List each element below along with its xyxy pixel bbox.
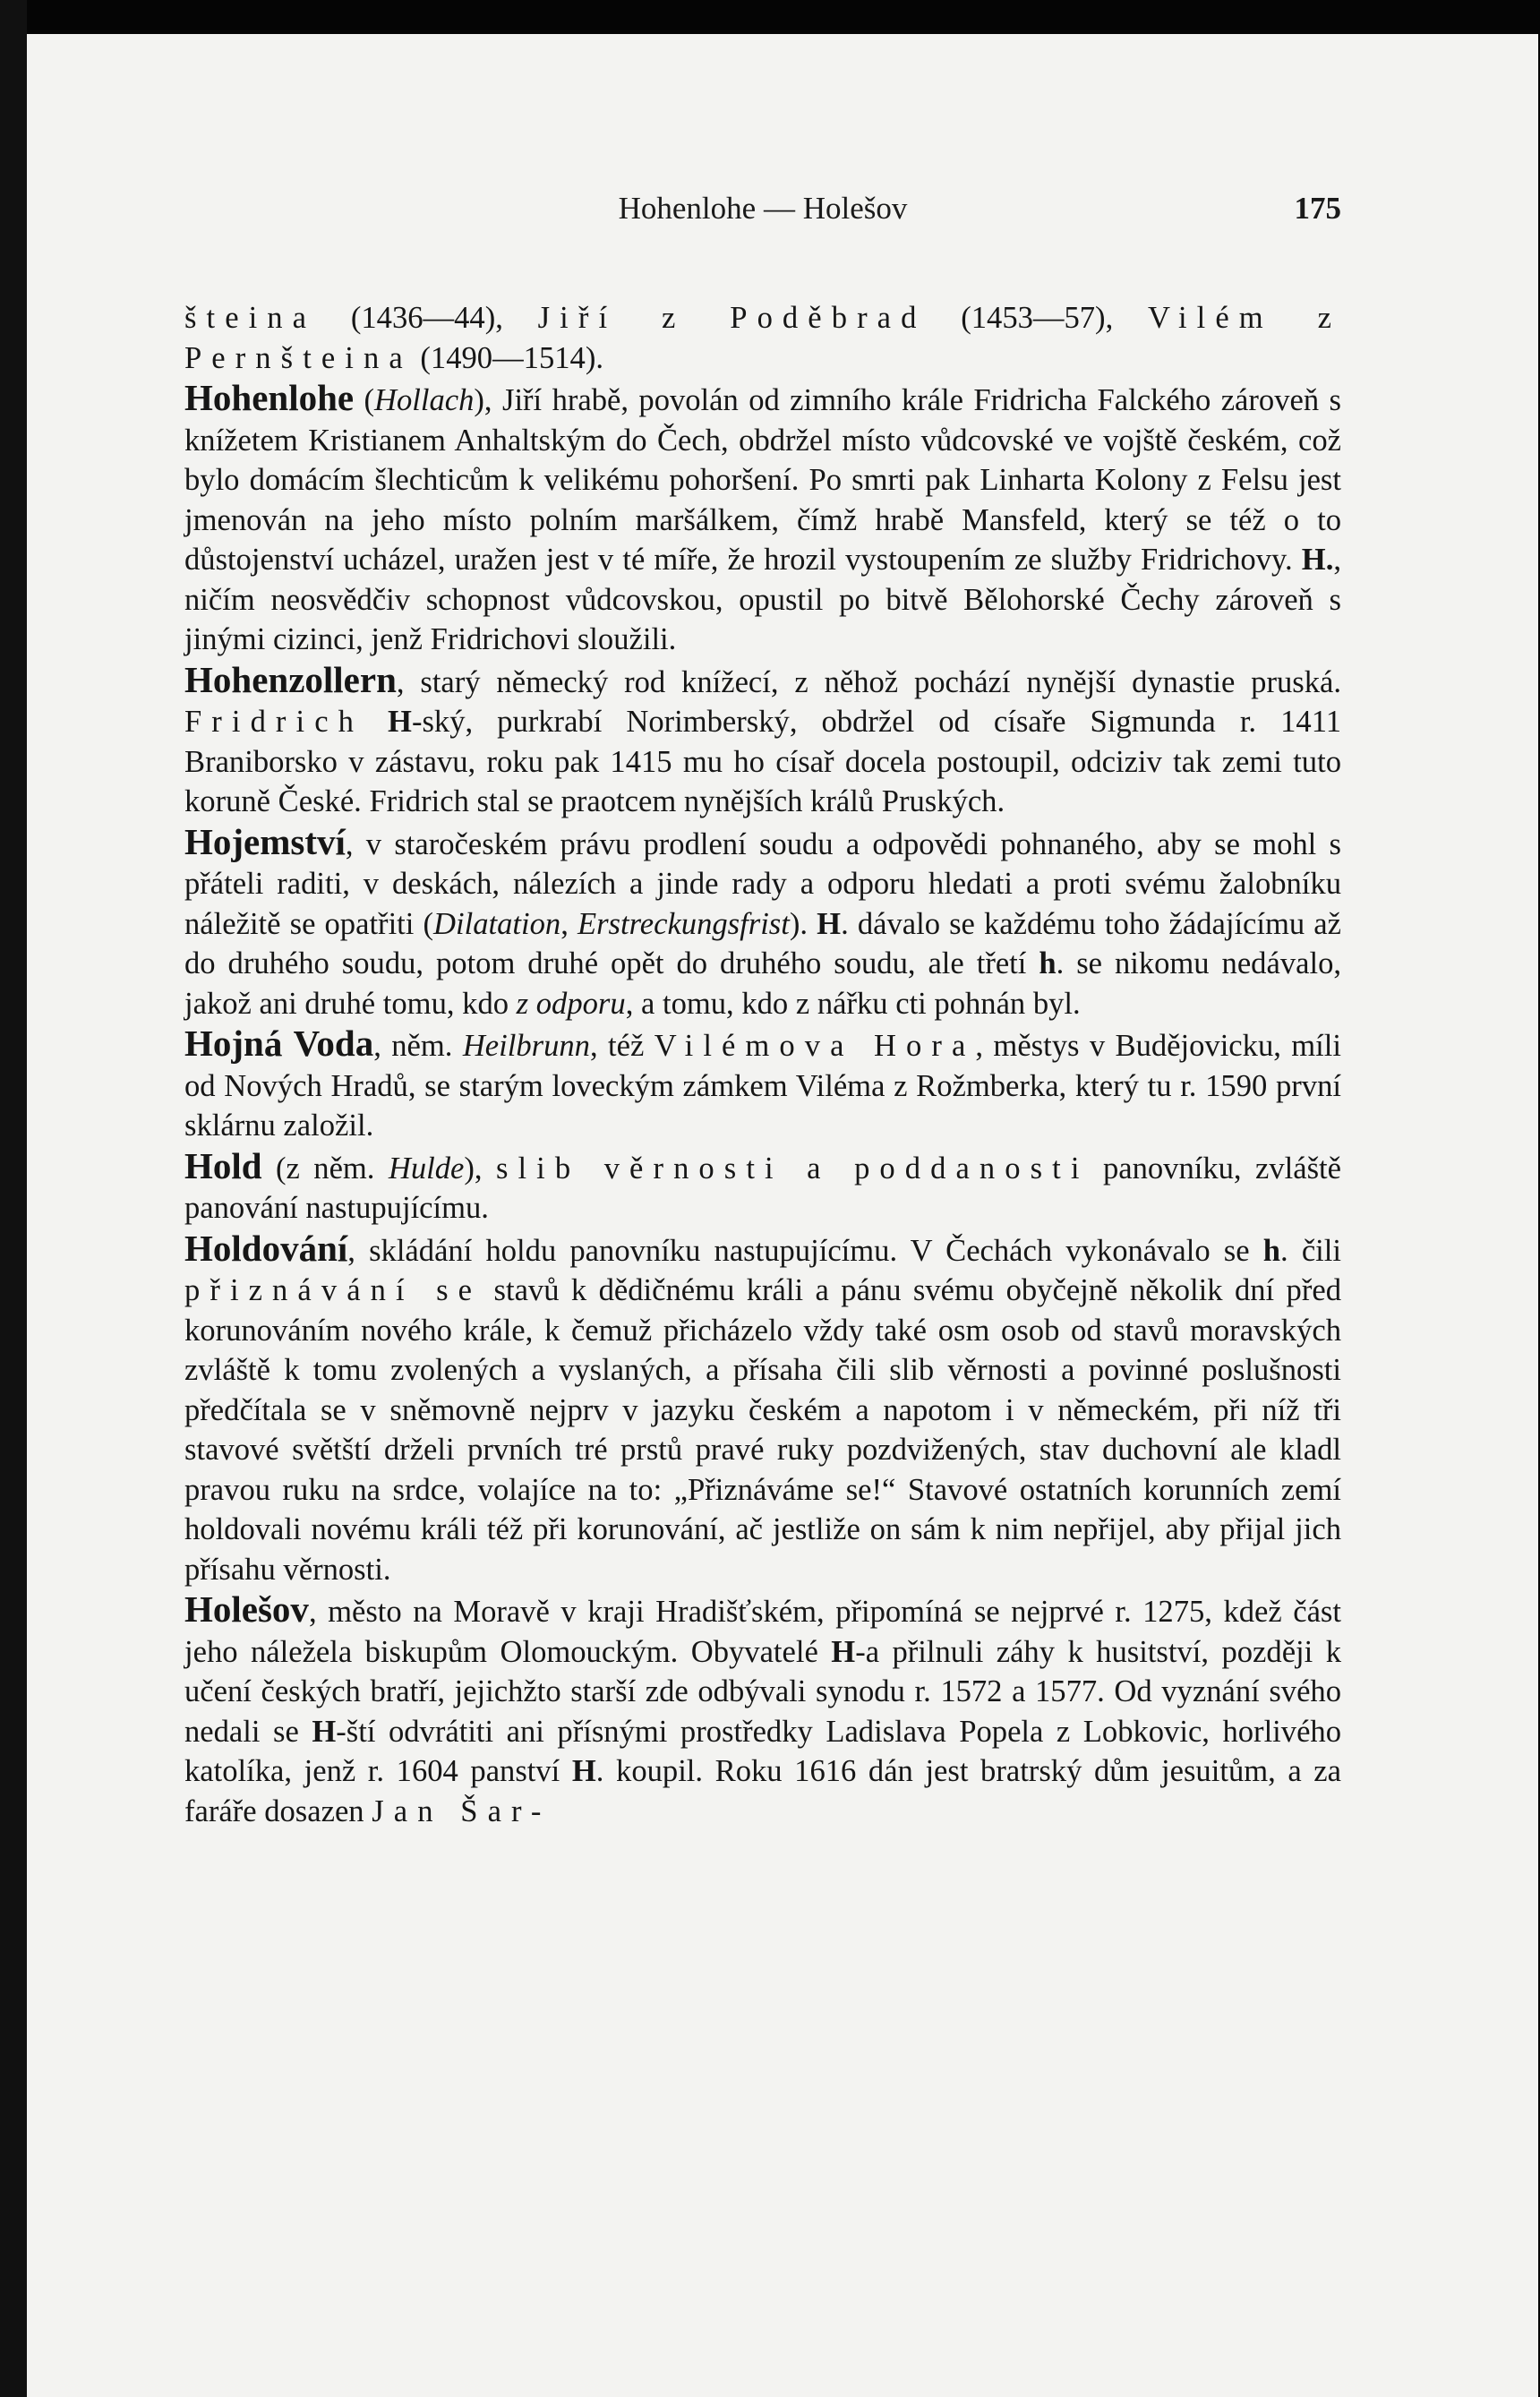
text-run: Jiří z Poděbrad: [537, 301, 927, 335]
text-run: Hulde: [388, 1151, 465, 1186]
entry-hold: Hold (z něm. Hulde), slib věrnosti a poddanosti panovníku, zvláště panování nastupujícímu.: [184, 1144, 1341, 1225]
entry-holdovani: Holdování, skládání holdu panovníku nastupujícímu. V Čechách vykonávalo se h. čili přiznávání se stavů k dědičnému králi a pánu svému obyčejně několik dní před korunováním nového krále, k čemuž přicházelo vždy také osm osob od stavů moravských zvláště k tomu zvolených a vyslaných, a přísaha čili slib věrnosti a povinné poslušnosti předčítala se v sněmovně nejprv v jazyku českém a napotom i v německém, při níž tři stavové světští drželi prvních tré prstů pravé ruky pozdvižených, stav duchovní ale kladl pravou ruku na srdce, volajíce na to: „Přiznáváme se!“ Stavové ostatních korunních zemí holdovali novému králi též při korunování, ač jestliže on sám k nim nepřijel, aby přijal jich přísahu věrnosti.: [184, 1227, 1341, 1587]
text-run: h: [1039, 946, 1057, 980]
entry-continuation: šteina (1436—44), Jiří z Poděbrad (1453—57), Vilém z Pernšteina (1490—1514).: [184, 301, 1341, 375]
scan-left-edge: [0, 0, 27, 2397]
text-run: Jan Šar-: [372, 1793, 552, 1828]
entry-hohenlohe: Hohenlohe (Hollach), Jiří hrabě, povolán od zimního krále Fridricha Falckého zároveň s knížetem Kristianem Anhaltským do Čech, obdržel místo vůdcovské ve vojště českém, což bylo domácím šlechticům k velikému pohoršení. Po smrti pak Linharta Kolony z Felsu jest jmenován na jeho místo polním maršálkem, čímž hrabě Mansfeld, který se též o to důstojenství ucházel, uražen jest v té míře, že hrozil vystoupením ze služby Fridrichovy. H., ničím neosvědčiv schopnost vůdcovskou, opustil po bitvě Bělohorské Čechy zároveň s jinými cizinci, jenž Fridrichovi sloužili.: [184, 377, 1341, 656]
encyclopedia-text: [184, 298, 1341, 1831]
page-number: 175: [1294, 191, 1341, 226]
text-run: Fridrich: [184, 705, 364, 739]
text-run: Heilbrunn: [462, 1029, 590, 1063]
entry-holesov: Holešov, město na Moravě v kraji Hradišťském, připomíná se nejprvé r. 1275, kdež část jeho náležela biskupům Olomouckým. Obyvatelé H-a přilnuli záhy k husitství, později k učení českých bratří, jejichžto starší zde odbývali synodu r. 1572 a 1577. Od vyznání svého nedali se H-ští odvrátiti ani přísnými prostředky Ladislava Popela z Lobkovic, horlivého katolíka, jenž r. 1604 panství H. koupil. Roku 1616 dán jest bratrský dům jesuitům, a za faráře dosazen Jan Šar-: [184, 1588, 1341, 1828]
headword: Hold: [184, 1144, 262, 1186]
headword: Holešov: [184, 1588, 309, 1630]
text-run: Vilémova Hora: [654, 1029, 976, 1063]
text-run: h: [1262, 1233, 1281, 1268]
headword: Hojemství: [184, 820, 346, 862]
text-run: Erstreckungsfrist: [577, 906, 790, 941]
text-run: H: [817, 906, 842, 941]
entry-hojna-voda: Hojná Voda, něm. Heilbrunn, též Vilémova Hora, městys v Budějovicku, míli od Nových Hradů, se starým loveckým zámkem Viléma z Rožmberka, který tu r. 1590 první sklárnu založil.: [184, 1023, 1341, 1143]
text-run: H: [312, 1714, 337, 1749]
text-run: Dilatation: [433, 906, 561, 941]
text-run: H: [831, 1634, 856, 1669]
headword: Hohenlohe: [184, 377, 355, 418]
book-page: [27, 34, 1538, 2397]
text-run: slib věrnosti a poddanosti: [495, 1151, 1090, 1186]
running-head: [184, 191, 1341, 244]
headword: Hojná Voda: [184, 1023, 374, 1064]
entry-hojemstvi: Hojemství, v staročeském právu prodlení soudu a odpovědi pohnaného, aby se mohl s přáteli raditi, v deskách, nálezích a jinde rady a odporu hledati a proti svému žalobníku náležitě se opatřiti (Dilatation, Erstreckungsfrist). H. dávalo se každému toho žádajícímu až do druhého soudu, potom druhé opět do druhého soudu, ale třetí h. se nikomu nedávalo, jakož ani druhé tomu, kdo z odporu, a tomu, kdo z nářku cti pohnán byl.: [184, 820, 1341, 1021]
text-run: přiznávání se: [184, 1273, 483, 1307]
text-run: šteina: [184, 301, 317, 335]
text-run: H: [388, 705, 412, 739]
text-run: z odporu: [516, 986, 626, 1021]
entry-hohenzollern: Hohenzollern, starý německý rod knížecí, z něhož pochází nynější dynastie pruská. Fridrich H-ský, purkrabí Norimberský, obdržel od císaře Sigmunda r. 1411 Braniborsko v zástavu, roku pak 1415 mu ho císař docela postoupil, odciziv tak zemi tuto koruně České. Fridrich stal se praotcem nynějších králů Pruských.: [184, 658, 1341, 818]
headword: Hohenzollern: [184, 658, 397, 700]
text-run: Vilém z Pernšteina: [184, 301, 1341, 375]
text-run: H.: [1301, 543, 1334, 577]
running-title: Hohenlohe — Holešov: [618, 191, 908, 226]
text-run: Hollach: [374, 383, 475, 417]
headword: Holdování: [184, 1227, 348, 1269]
text-run: H: [571, 1754, 596, 1788]
